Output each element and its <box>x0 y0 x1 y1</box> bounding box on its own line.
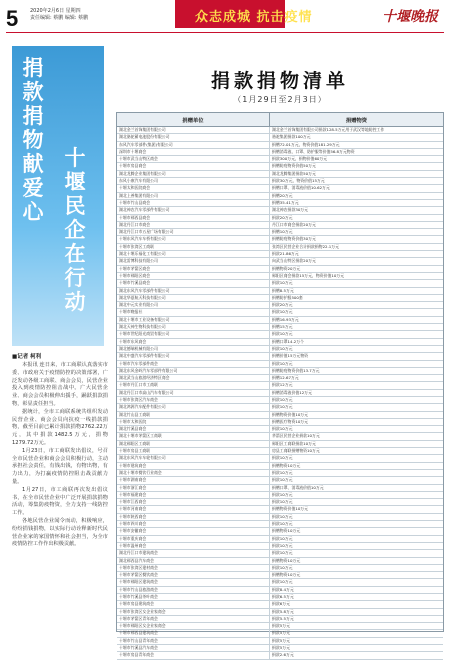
donation-cell: 捐款20万元 <box>270 302 444 309</box>
table-row <box>117 506 443 513</box>
donation-cell: 捐款10万元 <box>270 491 444 498</box>
header-date: 2020年2月6日 星期四 <box>30 8 81 14</box>
table-row <box>117 309 443 316</box>
donation-cell: 捐款10万元 <box>270 579 444 586</box>
donor-cell: 东风汽车零部件(集团)有限公司 <box>117 141 270 148</box>
donor-cell: 湖北十堰市餐饮行业商会 <box>117 469 270 476</box>
table-row <box>117 360 443 367</box>
table-row <box>117 265 443 272</box>
donor-cell: 湖北丹江口市建筑商会 <box>117 550 270 557</box>
table-row <box>117 272 443 279</box>
donation-cell: 捐赠防护服500套 <box>270 294 444 301</box>
donor-cell: 十堰市郧阳区商会 <box>117 272 270 279</box>
newspaper-masthead: 十堰晚报 <box>382 9 438 25</box>
donor-cell: 深圳市十堰商会 <box>117 148 270 155</box>
donation-cell: 捐款5万元 <box>270 630 444 637</box>
donor-cell: 湖北丹江口市商会 <box>117 221 270 228</box>
table-row <box>117 521 443 528</box>
article-paragraph: 据统计，全市工商联系统共组织发动民营企业、商会会员向抗疫一线捐款捐物，截至目前已累计捐款捐物2762.22万元，其中捐款1482.5万元，捐物1279.72万元。 <box>12 408 108 446</box>
table-row <box>117 469 443 476</box>
donation-cell: 捐款5.8万元 <box>270 608 444 615</box>
donor-cell: 湖北龙腾企业集团有限公司 <box>117 170 270 177</box>
donor-cell: 十堰市汽车零部件商会 <box>117 360 270 367</box>
donation-cell: 捐赠防疫物资价值13.7万元 <box>270 367 444 374</box>
donation-cell: 捐赠物资10万元 <box>270 528 444 535</box>
donor-cell: 十堰市房县建筑商会 <box>117 601 270 608</box>
donation-cell: 捐款12万元 <box>270 382 444 389</box>
table-row <box>117 382 443 389</box>
donor-cell: 十堰市四川商会 <box>117 521 270 528</box>
table-row <box>117 455 443 462</box>
table-row <box>117 404 443 411</box>
donor-cell: 十堰市郧西县商会 <box>117 214 270 221</box>
header-date-info <box>30 8 88 22</box>
column-header-donation: 捐赠物资 <box>270 113 444 127</box>
table-row <box>117 652 443 659</box>
donor-cell: 十堰市东风商会 <box>117 338 270 345</box>
table-body <box>117 127 443 660</box>
donor-cell: 十堰市晚报社 <box>117 309 270 316</box>
table-row <box>117 148 443 155</box>
table-row <box>117 564 443 571</box>
donor-cell: 湖北十堰乐福化工有限公司 <box>117 251 270 258</box>
table-row <box>117 331 443 338</box>
column-header-donor: 捐赠单位 <box>117 113 270 127</box>
table-row <box>117 594 443 601</box>
section-banner-text: 众志成城 抗击疫情 <box>195 10 313 25</box>
donation-cell: 捐款6.5万元 <box>270 594 444 601</box>
donor-cell: 十堰市建筑商会 <box>117 462 270 469</box>
donor-cell: 十堰市世纪阳光商贸有限公司 <box>117 331 270 338</box>
donation-cell: 捐款10万元 <box>270 455 444 462</box>
table-row <box>117 389 443 396</box>
donor-cell: 十堰市房县青年商会 <box>117 652 270 659</box>
article-body <box>12 362 108 549</box>
table-row <box>117 199 443 206</box>
donation-cell: 湖北神农捐款30万元 <box>270 207 444 214</box>
donor-cell: 湖北上善集团有限公司 <box>117 192 270 199</box>
donor-cell: 十堰太和医院商会 <box>117 185 270 192</box>
donation-cell: 捐赠消毒液价值12万元 <box>270 389 444 396</box>
donation-cell: 捐赠12.67万元 <box>270 375 444 382</box>
donation-cell: 捐款8.4万元 <box>270 586 444 593</box>
table-row <box>117 134 443 141</box>
donation-cell: 捐赠20万元 <box>270 192 444 199</box>
table-row <box>117 491 443 498</box>
table-row <box>117 550 443 557</box>
table-row <box>117 477 443 484</box>
donor-cell: 湖北中元实业有限公司 <box>117 302 270 309</box>
donation-cell: 捐款300万元，捐物价值60万元 <box>270 156 444 163</box>
donor-cell: 湖北郧西县汽车商会 <box>117 557 270 564</box>
table-row <box>117 229 443 236</box>
donor-cell: 十堰市竹山县旅游商会 <box>117 586 270 593</box>
table-row <box>117 207 443 214</box>
table-row <box>117 608 443 615</box>
feature-title-2: 十堰民企在行动 <box>64 145 86 314</box>
table-row <box>117 542 443 549</box>
donation-cell: 房县工商联捐赠物资10万元 <box>270 448 444 455</box>
donor-cell: 十堰市竹溪县汽车商会 <box>117 645 270 652</box>
table-row <box>117 345 443 352</box>
table-row <box>117 557 443 564</box>
donor-cell: 湖北天神生物科技有限公司 <box>117 324 270 331</box>
donor-cell: 湖北十堰市茅箭区工商联 <box>117 433 270 440</box>
donor-cell: 十堰市陕西商会 <box>117 513 270 520</box>
table-row <box>117 287 443 294</box>
donation-cell: 捐款5万元 <box>270 637 444 644</box>
donor-cell: 十堰市湖南商会 <box>117 477 270 484</box>
donor-cell: 湖北神农汽车零部件有限公司 <box>117 207 270 214</box>
donor-cell: 十堰市张湾区工商联 <box>117 243 270 250</box>
donor-cell: 湖北鸿源汽车配件有限公司 <box>117 404 270 411</box>
donation-cell: 湖北龙腾集团捐款50万元 <box>270 170 444 177</box>
donation-cell: 捐款10万元 <box>270 542 444 549</box>
table-row <box>117 637 443 644</box>
table-row <box>117 302 443 309</box>
donation-cell: 捐赠消毒液、口罩、防护服等价值56.8万元物资 <box>270 148 444 155</box>
table-row <box>117 586 443 593</box>
table-row <box>117 236 443 243</box>
donation-cell: 骆驼集团捐款100万元 <box>270 134 444 141</box>
donation-cell: 捐赠10万元 <box>270 229 444 236</box>
donation-cell: 捐款2.6万元 <box>270 652 444 659</box>
donor-cell: 湖北东风汽车车轮有限公司 <box>117 455 270 462</box>
donor-cell: 十堰市武当山特区商会 <box>117 156 270 163</box>
donation-cell: 捐赠物资价值10万元 <box>270 411 444 418</box>
donation-cell: 捐款10万元 <box>270 564 444 571</box>
donation-cell: 捐款10万元 <box>270 550 444 557</box>
donation-cell: 捐赠8.5万元 <box>270 287 444 294</box>
donation-cell: 捐款10万元 <box>270 345 444 352</box>
reporter-byline: ■记者 柯利 <box>12 354 42 360</box>
list-title: 捐款捐物清单 <box>210 70 349 92</box>
table-row <box>117 645 443 652</box>
donation-cell: 捐款10万元 <box>270 360 444 367</box>
donor-cell: 十堰市福建商会 <box>117 491 270 498</box>
donor-cell: 湖北华夏航天科技有限公司 <box>117 294 270 301</box>
donation-cell: 捐赠口罩14.2万个 <box>270 338 444 345</box>
list-subtitle: （1月29日至2月3日） <box>233 95 327 104</box>
donation-cell: 丹江口市商会捐款20万元 <box>270 221 444 228</box>
donor-cell: 十堰市重庆商会 <box>117 535 270 542</box>
table-row <box>117 338 443 345</box>
donor-cell: 十堰市江西商会 <box>117 499 270 506</box>
donor-cell: 十堰市太和医院 <box>117 418 270 425</box>
donation-cell: 捐款20万元 <box>270 214 444 221</box>
donation-cell: 茅箭区民营企业捐款10万元 <box>270 433 444 440</box>
donation-cell: 捐赠35.41万元 <box>270 199 444 206</box>
donation-cell: 捐款30万元，物资价值15万元 <box>270 178 444 185</box>
donation-cell: 捐赠物资价值10万元 <box>270 506 444 513</box>
header-divider <box>6 32 444 33</box>
donor-cell: 十堰市房县工商联 <box>117 448 270 455</box>
donation-cell: 捐赠物资10万元 <box>270 557 444 564</box>
donor-cell: 十堰市浙江商会 <box>117 484 270 491</box>
table-row <box>117 375 443 382</box>
table-row <box>117 601 443 608</box>
table-row <box>117 615 443 622</box>
donation-cell: 捐款10万元 <box>270 521 444 528</box>
donation-cell: 捐款10万元 <box>270 499 444 506</box>
table-row <box>117 396 443 403</box>
donor-cell: 湖北郧阳区工商联 <box>117 440 270 447</box>
header-editor: 责任编辑: 蔡鹏 编辑: 蔡鹏 <box>30 15 89 21</box>
donor-cell: 东风小康汽车有限公司 <box>117 178 270 185</box>
donation-cell: 张湾区民营企业合计捐款捐物22.1万元 <box>270 243 444 250</box>
table-row <box>117 294 443 301</box>
donor-cell: 湖北金兰首饰集团有限公司 <box>117 127 270 134</box>
donor-cell: 十堰市竹溪县茶叶商会 <box>117 594 270 601</box>
table-row <box>117 535 443 542</box>
donation-cell: 捐赠16.93万元 <box>270 316 444 323</box>
donor-cell: 十堰市房县商会 <box>117 163 270 170</box>
table-row <box>117 214 443 221</box>
donor-cell: 十堰市张湾区女企业家商会 <box>117 608 270 615</box>
donor-cell: 湖北竹溪县商会 <box>117 426 270 433</box>
table-row <box>117 127 443 134</box>
donor-cell: 湖北武当山旅游经济特区商会 <box>117 375 270 382</box>
table-row <box>117 251 443 258</box>
donation-cell: 湖北金兰首饰集团有限公司捐款128.5万元用于武汉等地防控工作 <box>270 127 444 134</box>
donation-cell: 捐赠15万元 <box>270 324 444 331</box>
table-row <box>117 141 443 148</box>
donation-cell: 捐赠物资10万元 <box>270 462 444 469</box>
donor-cell: 湖北中盛汽车零部件有限公司 <box>117 353 270 360</box>
donation-cell: 捐款10万元 <box>270 477 444 484</box>
donor-cell: 湖北东风汽车零部件有限公司 <box>117 287 270 294</box>
donor-cell: 十堰市竹山县青年商会 <box>117 637 270 644</box>
donation-cell: 捐赠物资10万元 <box>270 572 444 579</box>
donor-cell: 湖北十堰市工业设备有限公司 <box>117 316 270 323</box>
donation-cell: 郧阳区商会捐款15万元，物资价值10万元 <box>270 272 444 279</box>
donation-cell: 捐赠口罩、消毒液价值10.62万元 <box>270 185 444 192</box>
donation-cell: 捐赠口罩、消毒液价值10万元 <box>270 484 444 491</box>
donation-cell: 捐款10万元 <box>270 309 444 316</box>
donor-cell: 十堰市温州商会 <box>117 542 270 549</box>
table-row <box>117 528 443 535</box>
donor-cell: 十堰市张湾区汽车商会 <box>117 396 270 403</box>
donor-cell: 湖北德瑞机械有限公司 <box>117 345 270 352</box>
table-row <box>117 513 443 520</box>
page-number: 5 <box>6 6 19 31</box>
donor-cell: 十堰市丹江口市工商联 <box>117 382 270 389</box>
table-row <box>117 170 443 177</box>
donation-cell: 捐赠防疫物资价值30万元 <box>270 236 444 243</box>
table-row <box>117 280 443 287</box>
donation-cell: 捐款10万元 <box>270 426 444 433</box>
table-row <box>117 411 443 418</box>
feature-title-1: 捐款捐物献爱心 <box>22 55 44 224</box>
table-row <box>117 185 443 192</box>
donor-cell: 湖北丹江口市高山汽车有限公司 <box>117 389 270 396</box>
donation-cell: 捐款10万元 <box>270 513 444 520</box>
table-row <box>117 579 443 586</box>
table-row <box>117 426 443 433</box>
donation-cell: 捐款10万元 <box>270 396 444 403</box>
donation-cell: 捐赠防疫物资价值50万元 <box>270 163 444 170</box>
donation-cell: 捐赠72.01万元，物资价值181.29万元 <box>270 141 444 148</box>
donor-cell: 湖北雷博科技有限公司 <box>117 258 270 265</box>
table-row <box>117 353 443 360</box>
donor-cell: 湖北骆驼蓄电池股份有限公司 <box>117 134 270 141</box>
table-row <box>117 499 443 506</box>
donation-cell: 捐款10万元 <box>270 331 444 338</box>
table-row <box>117 192 443 199</box>
donor-cell: 十堰市竹溪县商会 <box>117 280 270 287</box>
table-row <box>117 258 443 265</box>
donation-cell: 捐款6万元 <box>270 601 444 608</box>
table-row <box>117 324 443 331</box>
donation-cell: 捐赠物资20万元 <box>270 265 444 272</box>
donation-cell: 向武当山特区捐款20万元 <box>270 258 444 265</box>
table-row <box>117 367 443 374</box>
donation-cell: 捐款10万元 <box>270 280 444 287</box>
table-row <box>117 221 443 228</box>
donation-cell: 捐赠价值15万元物资 <box>270 353 444 360</box>
donor-cell: 十堰市河南商会 <box>117 506 270 513</box>
donor-cell: 十堰市茅箭区餐饮商会 <box>117 572 270 579</box>
donor-cell: 湖北竹山县工商联 <box>117 411 270 418</box>
table-row <box>117 243 443 250</box>
donor-cell: 十堰市郧阳区女企业家商会 <box>117 623 270 630</box>
donor-cell: 十堰市安徽商会 <box>117 528 270 535</box>
article-paragraph: 1月27日，市工商联再次发出倡议书，在全市民营企业中广泛开展捐款捐物活动，筹集防疫物资，全力支持一线防控工作。 <box>12 486 108 517</box>
table-row <box>117 316 443 323</box>
article-paragraph: 本报讯 连日来，市工商联认真落实市委、市政府关于疫情防控的决策部署，广泛发动各级工商联、商会会员，民营企业投入到疫情防控阻击战中。广大民营企业、商会会员积极伸出援手，踊跃捐款捐物，彰显责任担当。 <box>12 362 108 407</box>
donation-cell: 捐款10万元 <box>270 535 444 542</box>
table-row <box>117 623 443 630</box>
donation-cell: 捐款10万元 <box>270 469 444 476</box>
donor-cell: 十堰东风汽车车桥有限公司 <box>117 236 270 243</box>
table-row <box>117 440 443 447</box>
donation-cell: 捐款10万元 <box>270 404 444 411</box>
donation-cell: 捐款5.5万元 <box>270 615 444 622</box>
donor-cell: 十堰市茅箭区商会 <box>117 265 270 272</box>
donor-cell: 湖北东风金岭汽车零部件有限公司 <box>117 367 270 374</box>
donation-cell: 郧阳区工商联捐款10万元 <box>270 440 444 447</box>
donor-cell: 十堰市张湾区建材商会 <box>117 564 270 571</box>
donation-cell: 捐赠医疗物资10万元 <box>270 418 444 425</box>
donor-cell: 十堰市郧西县建筑商会 <box>117 630 270 637</box>
table-row <box>117 156 443 163</box>
donor-cell: 十堰市茅箭区青年商会 <box>117 615 270 622</box>
donation-cell: 捐款5万元 <box>270 645 444 652</box>
page-header <box>0 0 450 40</box>
donation-table <box>116 112 444 658</box>
article-paragraph: 1月23日，市工商联发出倡议，号召全市民营企业和商会会员积极行动，主动承担社会责任，有钱出钱，有物出物，有力出力，为打赢疫情防控阻击战贡献力量。 <box>12 447 108 485</box>
table-row <box>117 418 443 425</box>
donor-cell: 湖北丹江口市五星广场有限公司 <box>117 229 270 236</box>
table-row <box>117 572 443 579</box>
donor-cell: 十堰市竹山县商会 <box>117 199 270 206</box>
table-row <box>117 163 443 170</box>
article-paragraph: 各地民营企业闻令而动，积极响应，纷纷捐钱捐物，以实际行动诠释新时代民营企业家的家国情怀和社会担当，为全市疫情防控工作作出积极贡献。 <box>12 517 108 548</box>
donation-cell: 捐款21.86万元 <box>270 251 444 258</box>
table-row <box>117 462 443 469</box>
table-row <box>117 484 443 491</box>
table-row <box>117 630 443 637</box>
donation-cell: 捐款5万元 <box>270 623 444 630</box>
table-row <box>117 433 443 440</box>
table-header-row <box>117 113 443 127</box>
table-row <box>117 448 443 455</box>
donor-cell: 十堰市郧阳区建筑商会 <box>117 579 270 586</box>
table-row <box>117 178 443 185</box>
